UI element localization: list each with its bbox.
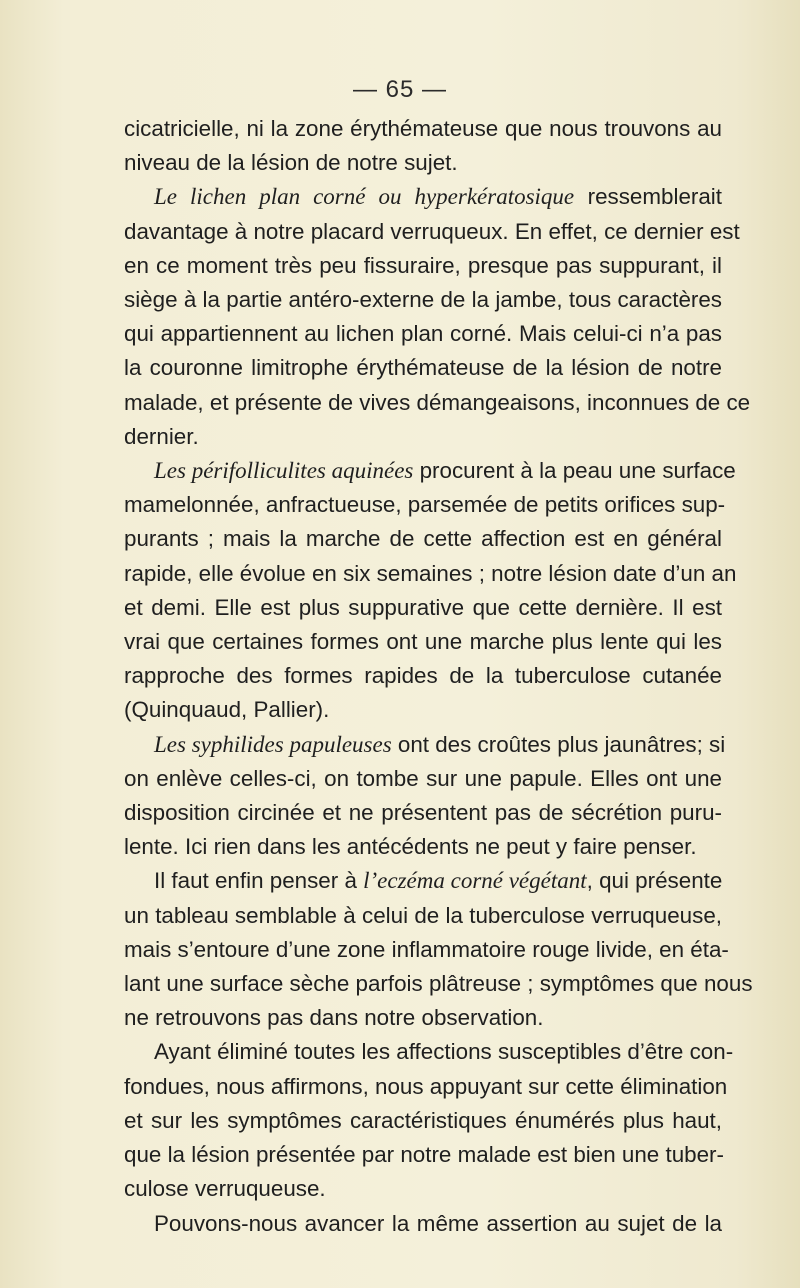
text-run: siège à la partie antéro-externe de la jambe, tous caractères [124,287,722,313]
text-run: lant une surface sèche parfois plâtreuse ; symptômes que nous [124,971,753,997]
text-run: mais s’entoure d’une zone inflammatoire rouge livide, en éta- [124,936,729,962]
text-run: davantage à notre placard verruqueux. En effet, ce dernier est [124,218,740,244]
text-line [124,317,722,351]
text-line [124,180,722,214]
text-line [124,899,722,933]
text-run: malade, et présente de vives démangeaisons, inconnues de ce [124,389,751,415]
text-line [124,112,722,146]
text-run: et sur les symptômes caractéristiques énumérés plus haut, [124,1107,722,1133]
text-run: , qui présente [586,868,723,894]
text-line [124,830,722,864]
text-line [124,146,722,180]
text-line [124,728,726,762]
text-line [124,1070,728,1104]
text-run: ne retrouvons pas dans notre observation. [124,1005,544,1031]
text-run: niveau de la lésion de notre sujet. [124,150,458,176]
text-line [124,1035,734,1069]
text-run: qui appartiennent au lichen plan corné. Mais celui-ci n’a pas [124,321,722,347]
text-line [124,1138,722,1172]
text-line [124,796,722,830]
text-line [124,1207,722,1241]
text-run: que la lésion présentée par notre malade est bien une tuber- [124,1142,724,1168]
text-run: en ce moment très peu fissuraire, presque pas suppurant, il [124,252,722,278]
text-run: rapproche des formes rapides de la tuberculose cutanée [124,663,722,689]
text-run: la couronne limitrophe érythémateuse de la lésion de notre [124,355,722,381]
italic-term: Les syphilides papuleuses [154,731,392,757]
text-line [124,864,722,898]
page-number: — 65 — [352,76,448,103]
text-run: rapide, elle évolue en six semaines ; notre lésion date d’un an [124,560,737,586]
text-line [124,522,722,556]
text-run: et demi. Elle est plus suppurative que cette dernière. Il est [124,594,722,620]
text-run: (Quinquaud, Pallier). [124,697,330,723]
italic-term: Le lichen plan corné ou hyperkératosique [154,184,575,210]
text-line [124,215,740,249]
text-line [124,557,737,591]
text-line [124,283,722,317]
text-line [124,386,751,420]
text-line [124,591,722,625]
italic-term: Les périfolliculites aquinées [154,458,414,484]
text-line [124,933,729,967]
text-run: purants ; mais la marche de cette affection est en général [124,526,722,552]
text-line [124,967,753,1001]
text-line [124,454,736,488]
text-run: ont des croûtes plus jaunâtres; si [391,731,726,757]
text-run: on enlève celles-ci, on tombe sur une papule. Elles ont une [124,765,722,791]
italic-term: l’eczéma corné végétant [363,868,587,894]
text-run: culose verruqueuse. [124,1176,326,1202]
text-line [124,659,722,693]
text-run: lente. Ici rien dans les antécédents ne peut y faire penser. [124,834,697,860]
text-line [124,762,722,796]
text-line [124,420,722,454]
text-run: Il faut enfin penser à [154,868,364,894]
text-run: Ayant éliminé toutes les affections susceptibles d’être con- [154,1039,734,1065]
body-text [124,112,753,1241]
text-run: un tableau semblable à celui de la tuberculose verruqueuse, [124,902,722,928]
text-run: procurent à la peau une surface [413,458,736,484]
text-line [124,1104,722,1138]
text-line [124,625,722,659]
text-run: fondues, nous affirmons, nous appuyant sur cette élimination [124,1073,728,1099]
text-run: vrai que certaines formes ont une marche plus lente qui les [124,629,722,655]
text-line [124,1001,722,1035]
text-line [124,351,722,385]
text-run: cicatricielle, ni la zone érythémateuse que nous trouvons au [124,116,722,141]
text-run: Pouvons-nous avancer la même assertion au sujet de la [154,1210,722,1236]
text-run: mamelonnée, anfractueuse, parsemée de petits orifices sup- [124,492,726,518]
text-line [124,693,722,727]
text-line [124,249,722,283]
text-run: disposition circinée et ne présentent pas de sécrétion puru- [124,800,722,826]
text-line [124,488,726,522]
text-run: ressemblerait [574,184,722,210]
text-run: dernier. [124,423,199,449]
text-line [124,1172,722,1206]
